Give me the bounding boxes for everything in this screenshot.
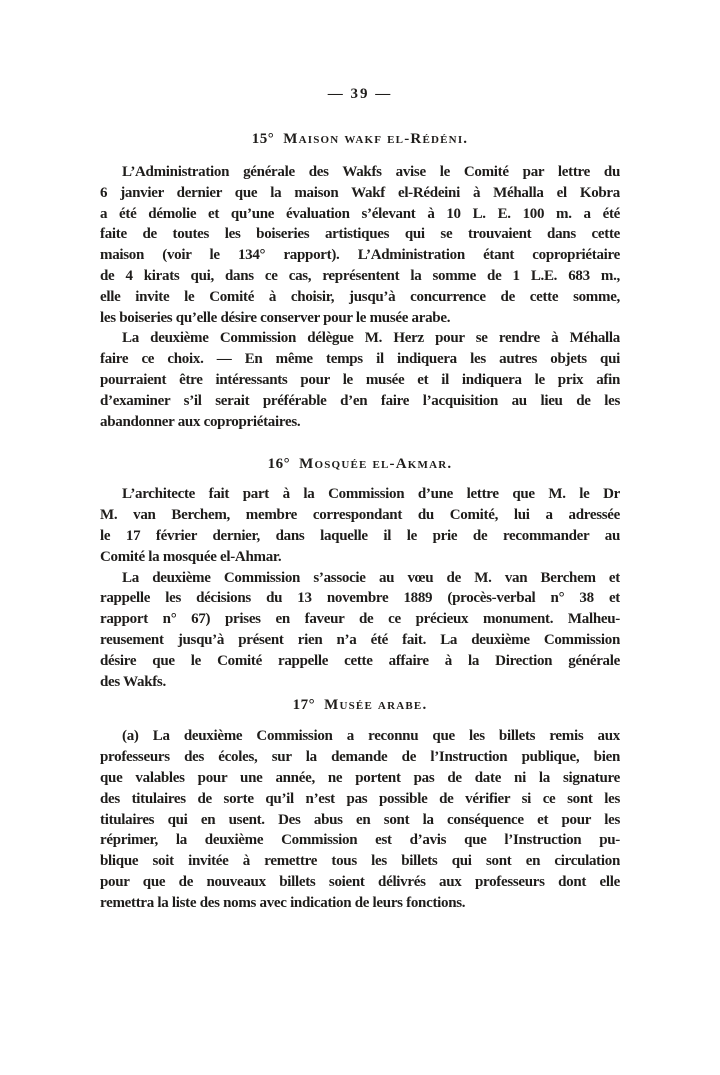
section-number: 15° [251, 131, 275, 147]
section-title: Musée arabe. [324, 697, 428, 714]
paragraph [100, 328, 620, 432]
section-heading [100, 454, 620, 475]
text-line: rapport n° 67) prises en faveur de ce précieux monument. Malheu- [100, 611, 620, 628]
text-line: réprimer, la deuxième Commission est d’avis que l’Instruction pu- [100, 832, 620, 849]
text-line: pour que de nouveaux billets soient délivrés aux professeurs dont elle [100, 873, 620, 890]
text-line: reusement jusqu’à présent rien n’a été fait. La deuxième Commission [100, 631, 620, 648]
page-content [100, 129, 620, 914]
section-number: 16° [267, 456, 291, 473]
text-line: M. van Berchem, membre correspondant du Comité, lui a adressée [100, 507, 620, 524]
section-title: Maison wakf el-Rédéni. [283, 131, 469, 147]
section-heading [100, 695, 620, 716]
text-line: de 4 kirats qui, dans ce cas, représentent la somme de 1 L.E. 683 m., [100, 267, 620, 284]
text-line: pourraient être intéressants pour le musée et il indiquera le prix afin [100, 371, 620, 388]
text-line: professeurs des écoles, sur la demande de l’Instruction publique, bien [100, 749, 620, 766]
text-line: elle invite le Comité à choisir, jusqu’à concurrence de cette somme, [100, 288, 620, 305]
text-line: faite de toutes les boiseries artistiques qui se trouvaient dans cette [100, 226, 620, 243]
text-line: L’architecte fait part à la Commission d’une lettre que M. le Dr [122, 486, 620, 503]
text-line: titulaires qui en usent. Des abus en sont la conséquence et pour les [100, 811, 620, 828]
section-17 [100, 695, 620, 913]
paragraph [100, 726, 620, 913]
text-line: maison (voir le 134° rapport). L’Administration étant copropriétaire [100, 247, 620, 264]
text-line: Comité la mosquée el-Ahmar. [100, 548, 282, 565]
text-line: les boiseries qu’elle désire conserver pour le musée arabe. [100, 309, 451, 326]
text-line: 6 janvier dernier que la maison Wakf el-Rédeini à Méhalla el Kobra [100, 184, 620, 201]
text-line: le 17 février dernier, dans laquelle il le prie de recommander au [100, 527, 620, 544]
text-line: a été démolie et qu’une évaluation s’élevant à 10 L. E. 100 m. a été [100, 205, 620, 222]
text-line: rappelle les décisions du 13 novembre 1889 (procès-verbal n° 38 et [100, 590, 620, 607]
text-line: remettra la liste des noms avec indication de leurs fonctions. [100, 894, 466, 911]
section-number: 17° [292, 697, 316, 714]
text-line: d’examiner s’il serait préférable d’en faire l’acquisition au lieu de les [100, 392, 620, 409]
section-15 [100, 129, 620, 432]
paragraph [100, 484, 620, 567]
text-line: désire que le Comité rappelle cette affaire à la Direction générale [100, 652, 620, 669]
paragraph [100, 162, 620, 328]
text-line: des titulaires de sorte qu’il n’est pas possible de vérifier si ce sont les [100, 790, 620, 807]
text-line: L’Administration générale des Wakfs avise le Comité par lettre du [122, 164, 620, 180]
paragraph [100, 568, 620, 693]
section-heading [100, 129, 620, 150]
section-title: Mosquée el-Akmar. [299, 456, 453, 473]
text-line: (a) La deuxième Commission a reconnu que les billets remis aux [122, 728, 620, 745]
section-16 [100, 454, 620, 692]
text-line: que valables pour une année, ne portent pas de date ni la signature [100, 769, 620, 786]
text-line: abandonner aux copropriétaires. [100, 413, 301, 430]
text-line: des Wakfs. [100, 673, 166, 690]
text-line: La deuxième Commission s’associe au vœu de M. van Berchem et [122, 569, 620, 586]
text-line: La deuxième Commission délègue M. Herz pour se rendre à Méhalla [122, 330, 620, 347]
text-line: faire ce choix. — En même temps il indiquera les autres objets qui [100, 351, 620, 368]
text-line: blique soit invitée à remettre tous les billets qui sont en circulation [100, 853, 620, 870]
page-number: — 39 — [327, 86, 393, 102]
